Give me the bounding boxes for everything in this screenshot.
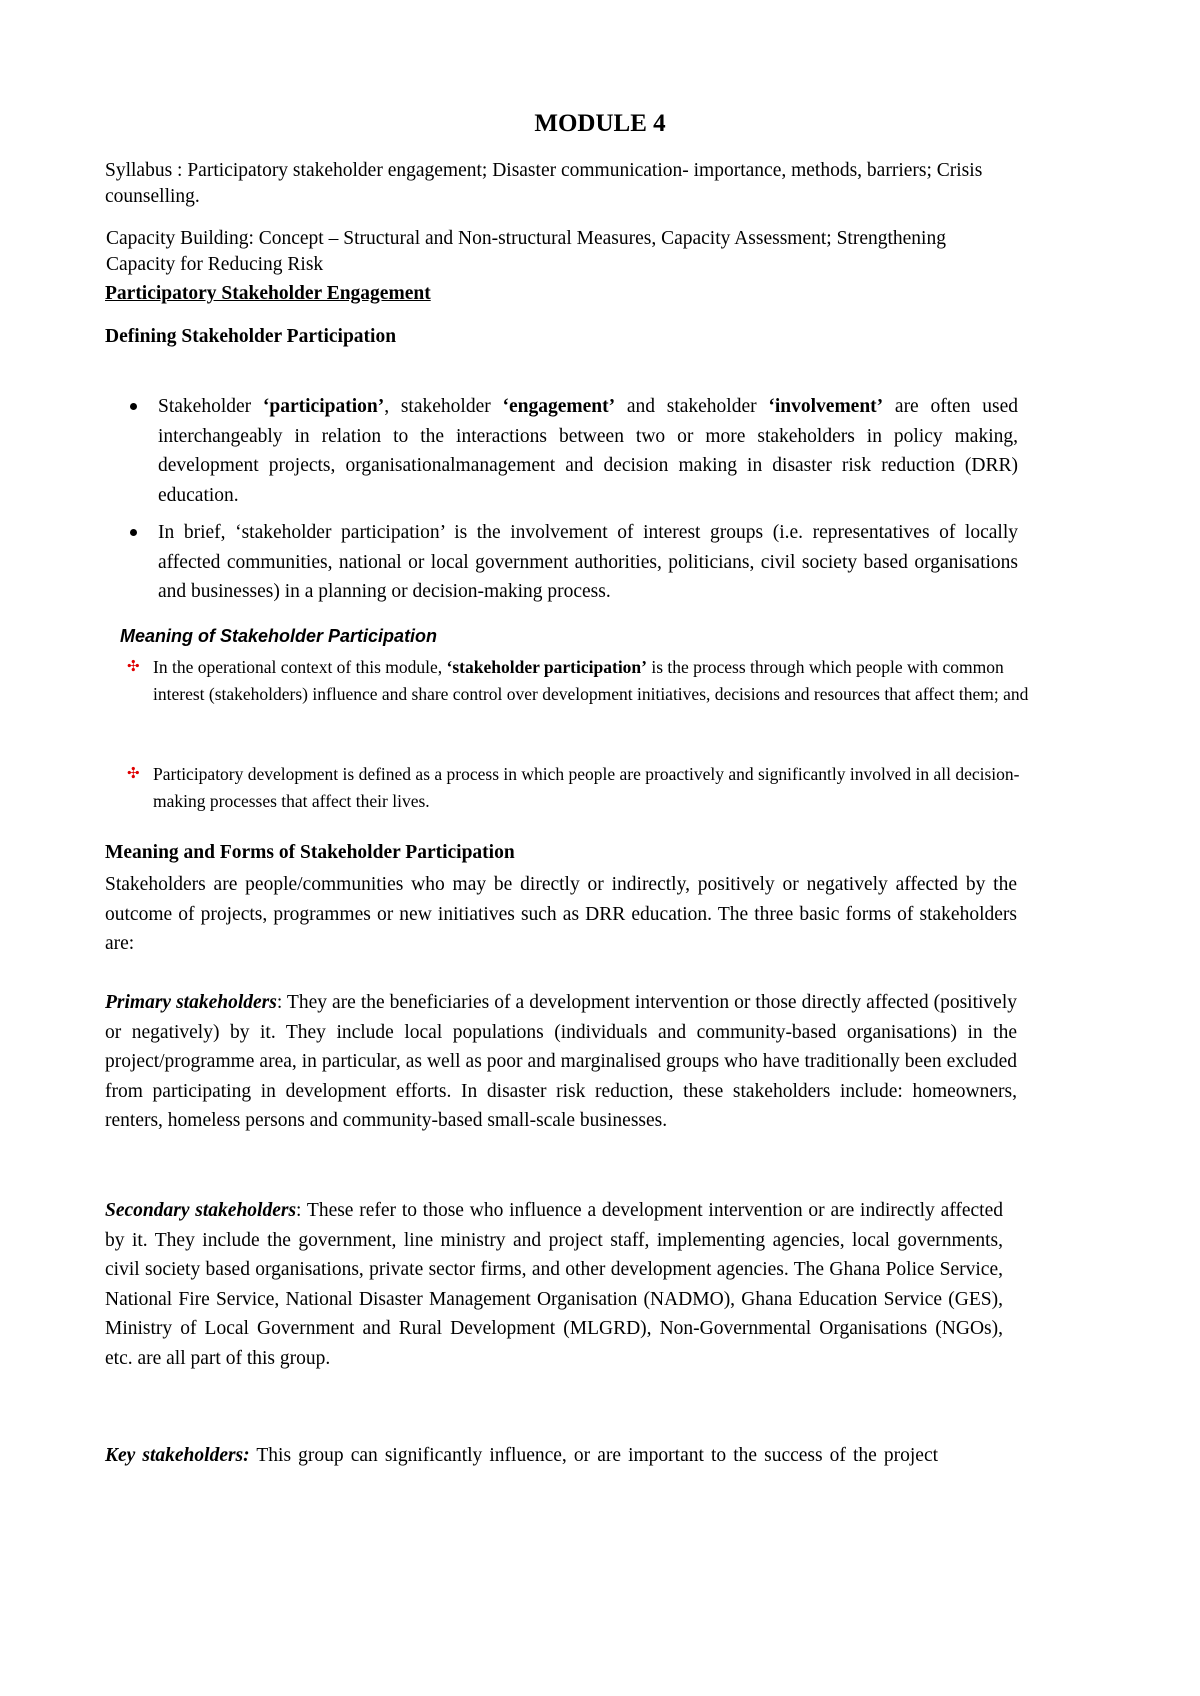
diamond-bullet-icon: ✣: [127, 766, 140, 782]
diamond-item: [127, 654, 1029, 708]
meaning-heading: Meaning of Stakeholder Participation: [120, 626, 438, 646]
syllabus: Syllabus : Participatory stakeholder engagement; Disaster communication- importance, methods, barriers; Crisis counselling.: [105, 160, 983, 207]
key-label: Key stakeholders:: [105, 1445, 250, 1466]
bold-term: ‘stakeholder participation’: [446, 657, 647, 677]
text: and stakeholder: [615, 396, 769, 417]
primary-label: Primary stakeholders: [105, 992, 277, 1013]
bold-term: ‘participation’: [262, 396, 385, 417]
text: Stakeholder: [158, 396, 263, 417]
secondary-label: Secondary stakeholders: [105, 1200, 297, 1221]
bold-term: ‘engagement’: [502, 396, 616, 417]
bullet-item: [158, 392, 1018, 510]
diamond-item: [127, 761, 1029, 815]
capacity-building: Capacity Building: Concept – Structural and Non-structural Measures, Capacity Assessment; Strengthening Capacity for Reducing Risk: [106, 228, 946, 275]
text: are often used interchangeably in relation to the interactions between two or more stakeholders in policy making, development projects, organisationalmanagement and decision making in disaster risk reduction (DRR) education.: [158, 396, 1018, 506]
forms-paragraph: Stakeholders are people/communities who may be directly or indirectly, positively or negatively affected by the outcome of projects, programmes or new initiatives such as DRR education. The three basic forms of stakeholders are:: [105, 874, 1017, 954]
text: : They are the beneficiaries of a development intervention or those directly affected (positively or negatively) by it. They include local populations (individuals and community-based organisations) in the project/programme area, in particular, as well as poor and marginalised groups who have traditionally been excluded from participating in development efforts. In disaster risk reduction, these stakeholders include: homeowners, renters, homeless persons and community-based small-scale businesses.: [105, 992, 1018, 1131]
bullet-icon: [130, 403, 137, 410]
section-heading: Participatory Stakeholder Engagement: [105, 283, 431, 304]
defining-heading: Defining Stakeholder Participation: [105, 326, 397, 347]
page-title: MODULE 4: [534, 110, 666, 137]
bullet-item: [158, 518, 1018, 607]
forms-heading: Meaning and Forms of Stakeholder Participation: [105, 842, 515, 863]
bold-term: ‘involvement’: [768, 396, 884, 417]
text: In brief, ‘stakeholder participation’ is the involvement of interest groups (i.e. representatives of locally affected communities, national or local government authorities, politicians, civil society based organisations and businesses) in a planning or decision-making process.: [158, 522, 1018, 602]
diamond-bullet-icon: ✣: [127, 659, 140, 675]
secondary-paragraph: [105, 1196, 1003, 1373]
key-paragraph: [105, 1441, 1065, 1471]
text: , stakeholder: [384, 396, 503, 417]
text: In the operational context of this module,: [153, 657, 447, 677]
text: This group can significantly influence, or are important to the success of the project: [249, 1445, 939, 1466]
bullet-icon: [130, 529, 137, 536]
primary-paragraph: [105, 988, 1017, 1136]
text: is the process through which people with common interest (stakeholders) influence and share control over development initiatives, decisions and resources that affect them; and: [153, 657, 1029, 704]
text: : These refer to those who influence a development intervention or are indirectly affected by it. They include the government, line ministry and project staff, implementing agencies, local governments, civil society based organisations, private sector firms, and other development agencies. The Ghana Police Service, National Fire Service, National Disaster Management Organisation (NADMO), Ghana Education Service (GES), Ministry of Local Government and Rural Development (MLGRD), Non-Governmental Organisations (NGOs), etc. are all part of this group.: [105, 1200, 1003, 1369]
text: Participatory development is defined as a process in which people are proactively and significantly involved in all decision-making processes that affect their lives.: [153, 764, 1020, 811]
